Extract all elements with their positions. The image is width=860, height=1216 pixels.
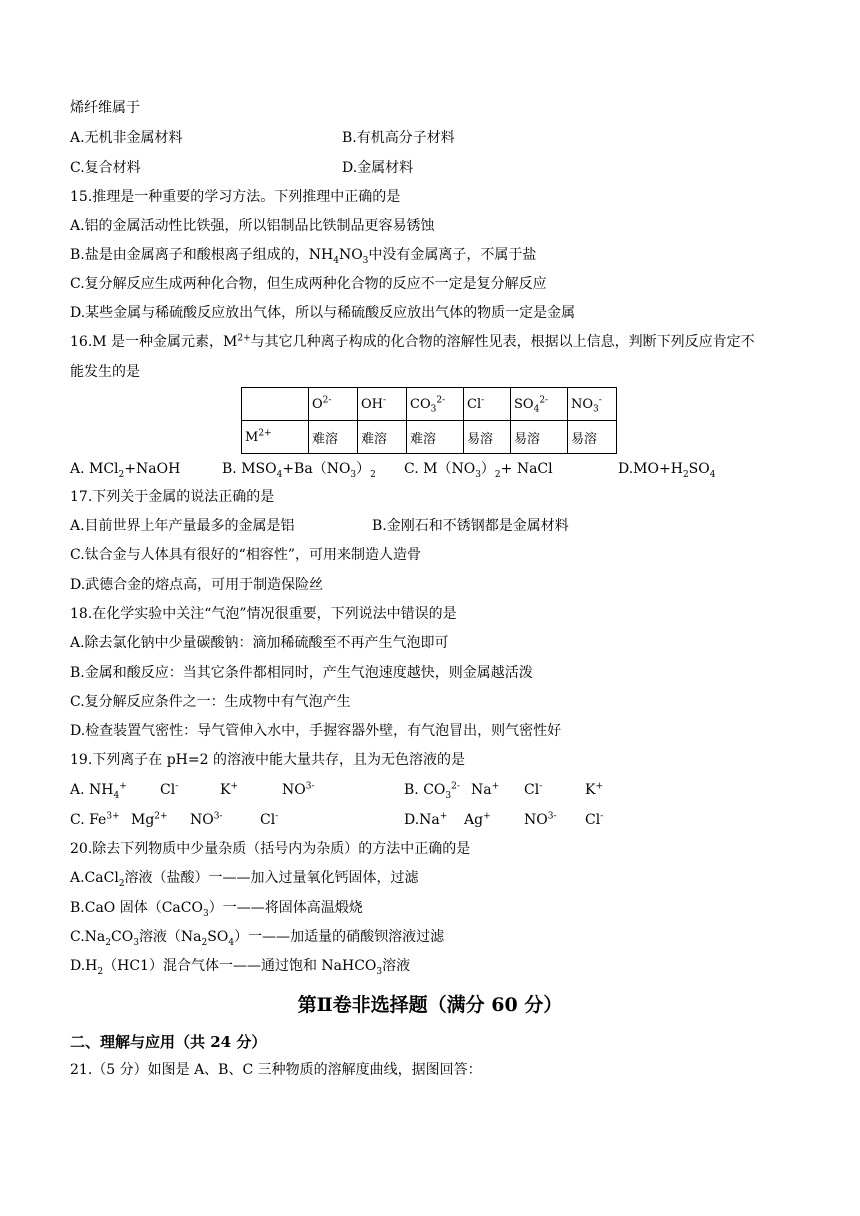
ion: $NO^{3-}$ — [282, 781, 315, 798]
table-cell: 难溶 — [358, 421, 407, 454]
option-b: B.金刚石和不锈钢都是金属材料 — [372, 518, 569, 534]
option-a: A.CaCl$_2$溶液（盐酸）一——加入过量氧化钙固体，过滤 — [70, 870, 419, 889]
table-row — [242, 388, 617, 421]
table-cell: Cl- — [464, 388, 511, 421]
section-heading: 第Ⅱ卷非选择题（满分 60 分） — [297, 994, 563, 1016]
ion: $NO^{3-}$ — [524, 811, 557, 828]
text-line: 烯纤维属于 — [70, 100, 140, 116]
option-c: $C.Na_2CO_3$溶液$(Na_2SO_4)$一——加适量的硝酸钡溶液过滤 — [70, 929, 445, 948]
question-21: 21.（5 分）如图是 A、B、C 三种物质的溶解度曲线，据图回答： — [70, 1062, 482, 1078]
ion: K+ — [220, 781, 239, 798]
option-b: B.金属和酸反应：当其它条件都相同时，产生气泡速度越快，则金属越活泼 — [70, 665, 533, 681]
option-c: C. $Fe^{3+}$ — [70, 811, 120, 828]
option-b: B. $CO_3^{2-}$ — [404, 781, 460, 801]
text-line: 能发生的是 — [70, 364, 140, 380]
option-d: D.Na+ — [404, 811, 448, 828]
ion: $Mg^{2+}$ — [131, 811, 168, 828]
table-cell: $CO_3^{2-}$ — [407, 388, 464, 421]
table-cell: 易溶 — [568, 421, 617, 454]
table-cell: $NO_3^-$ — [568, 388, 617, 421]
ion: $NO^{3-}$ — [190, 811, 223, 828]
option-c: C.复分解反应生成两种化合物，但生成两种化合物的反应不一定是复分解反应 — [70, 276, 547, 292]
option-d: D.武德合金的熔点高，可用于制造保险丝 — [70, 577, 324, 593]
option-a: A.除去氯化钠中少量碳酸钠：滴加稀硫酸至不再产生气泡即可 — [70, 635, 449, 651]
table-cell: $M^{2+}$ — [242, 421, 309, 454]
option-d: $D.H_2(HC1)$混合气体一——通过饱和 NaHCO$_3$溶液 — [70, 958, 411, 977]
table-cell: 难溶 — [309, 421, 358, 454]
option-d: D.检查装置气密性：导气管伸入水中，手握容器外壁，有气泡冒出，则气密性好 — [70, 723, 562, 739]
question-15: 15.推理是一种重要的学习方法。下列推理中正确的是 — [70, 189, 401, 205]
question-19: 19.下列离子在 pH=2 的溶液中能大量共存，且为无色溶液的是 — [70, 752, 465, 768]
option-b: B.CaO 固体（CaCO$_3$）一——将固体高温煅烧 — [70, 900, 363, 919]
question-18: 18.在化学实验中关注“气泡”情况很重要，下列说法中错误的是 — [70, 606, 457, 622]
table-cell: $SO_4^{2-}$ — [511, 388, 568, 421]
ion: K+ — [585, 781, 604, 798]
ion: Cl- — [585, 811, 604, 828]
option-a: A.铝的金属活动性比铁强，所以铝制品比铁制品更容易锈蚀 — [70, 218, 435, 234]
option-b: B.有机高分子材料 — [342, 130, 455, 146]
ion: Ag+ — [464, 811, 491, 828]
solubility-table — [241, 387, 617, 454]
question-17: 17.下列关于金属的说法正确的是 — [70, 489, 275, 505]
option-d: D.某些金属与稀硫酸反应放出气体，所以与稀硫酸反应放出气体的物质一定是金属 — [70, 305, 576, 321]
option-c: C.复合材料 — [70, 160, 141, 176]
option-a: A. MCl$_2$+NaOH — [70, 461, 181, 480]
table-cell: $O^{2-}$ — [309, 388, 358, 421]
table-row — [242, 421, 617, 454]
ion: Cl- — [524, 781, 543, 798]
ion: Cl- — [160, 781, 179, 798]
option-c: C.钛合金与人体具有很好的“相容性”，可用来制造人造骨 — [70, 547, 421, 563]
option-a: A.目前世界上年产量最多的金属是铝 — [70, 518, 295, 534]
option-d: $D.MO+H_2SO_4$ — [618, 461, 716, 480]
table-cell: 易溶 — [511, 421, 568, 454]
table-cell: 难溶 — [407, 421, 464, 454]
table-cell: OH- — [358, 388, 407, 421]
option-d: D.金属材料 — [342, 160, 414, 176]
option-b: B. $MSO_4+Ba(NO_3)_2$ — [222, 461, 376, 480]
ion: Na+ — [471, 781, 500, 798]
option-b: B.盐是由金属离子和酸根离子组成的，$NH_4NO_3$中没有金属离子，不属于盐 — [70, 247, 537, 266]
table-cell — [242, 388, 309, 421]
ion: Cl- — [260, 811, 279, 828]
option-a: A.无机非金属材料 — [70, 130, 183, 146]
section-title: 二、理解与应用（共 24 分） — [70, 1033, 267, 1051]
option-c: C.复分解反应条件之一：生成物中有气泡产生 — [70, 694, 351, 710]
option-a: A. $NH_4^+$ — [70, 781, 127, 801]
question-16: 16.M 是一种金属元素，$M^{2+}$与其它几种离子构成的化合物的溶解性见表，根据以上信息，判断下列反应肯定不 — [70, 333, 755, 350]
option-c: C. $M(NO_3)_2+$ NaCl — [404, 461, 553, 480]
question-20: 20.除去下列物质中少量杂质（括号内为杂质）的方法中正确的是 — [70, 841, 471, 857]
table-cell: 易溶 — [464, 421, 511, 454]
